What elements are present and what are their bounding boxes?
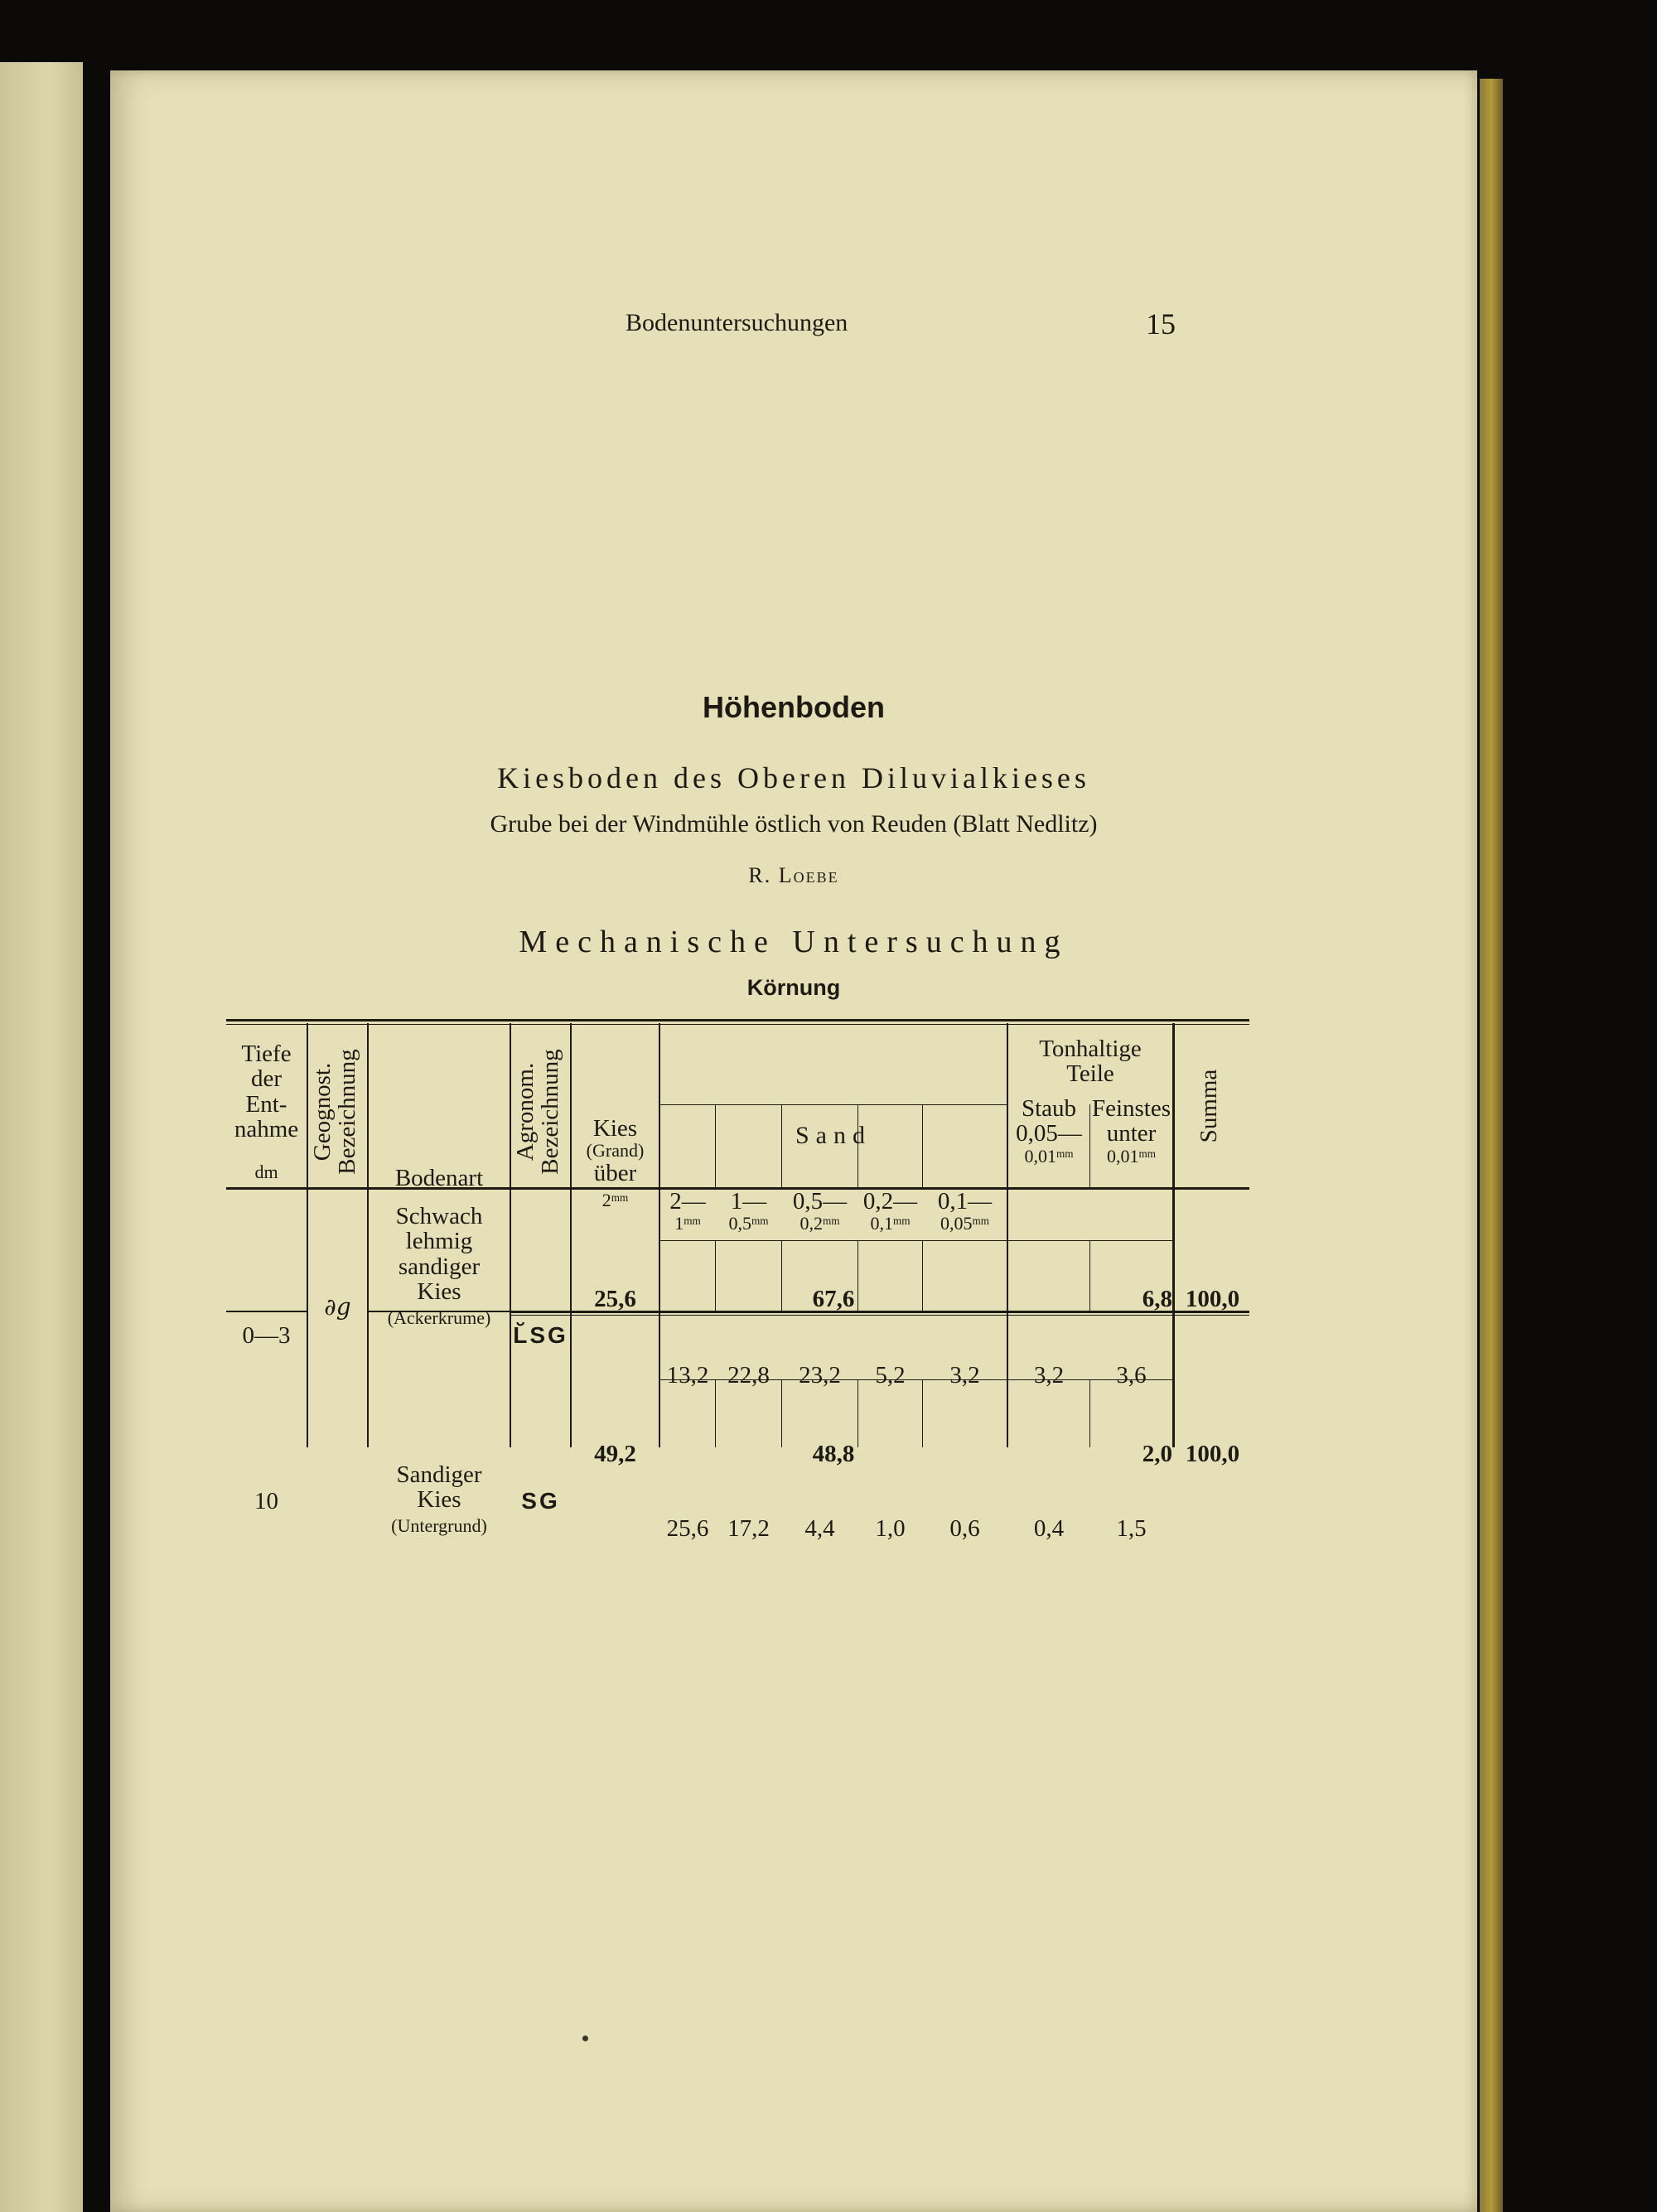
header-kies-line: über <box>593 1159 637 1186</box>
row2-bodenart-line: (Untergrund) <box>391 1514 487 1536</box>
location-line: Grube bei der Windmühle östlich von Reuden (Blatt Nedlitz) <box>490 810 1098 838</box>
sand-fraction-line: $1^{mm}$ <box>674 1213 701 1234</box>
ton-fraction-feinstes <box>1090 1096 1172 1166</box>
row2-bodenart-line: Sandiger <box>396 1461 482 1488</box>
sand-header-rule <box>659 1104 1007 1105</box>
header-ton-line: Teile <box>1066 1060 1114 1088</box>
sand-fraction-line: $0,1^{mm}$ <box>870 1213 911 1234</box>
unit-superscript: mm <box>1138 1147 1156 1160</box>
facing-page-edge <box>0 62 83 2212</box>
header-kies-line: Kies <box>592 1115 638 1142</box>
col-line-3 <box>510 1023 511 1447</box>
grain-size-table <box>110 70 1477 2212</box>
ton-fraction-line: $0,01^{mm}$ <box>1106 1145 1156 1166</box>
unit-superscript: mm <box>684 1215 701 1228</box>
r2-ton-subcol <box>1089 1379 1090 1447</box>
unit-superscript: mm <box>1056 1147 1074 1160</box>
ton-fraction-line: Staub <box>1021 1095 1077 1122</box>
row2-sand-1: 25,6 <box>666 1515 709 1542</box>
ton-fraction-staub <box>1008 1096 1089 1166</box>
sand-fraction-1 <box>660 1189 715 1234</box>
ton-fraction-line: $0,01^{mm}$ <box>1024 1145 1074 1166</box>
section-title: Mechanische Untersuchung <box>519 925 1069 959</box>
row1-ton-staub: 3,2 <box>1033 1362 1065 1389</box>
unit-superscript: mm <box>751 1215 769 1228</box>
header-tiefe-line: der <box>250 1065 283 1093</box>
row1-bodenart-line: Kies <box>417 1278 461 1306</box>
col-line-1 <box>307 1023 308 1447</box>
header-ton <box>1008 1036 1172 1087</box>
row2-ton-staub: 0,4 <box>1033 1515 1065 1542</box>
header-tiefe-line: Ent- <box>245 1090 287 1118</box>
row1-kies: 25,6 <box>594 1286 636 1312</box>
geognost-value: ∂g <box>324 1293 351 1321</box>
r2-sand-subcol-4 <box>922 1379 923 1447</box>
running-title: Bodenuntersuchungen <box>626 309 848 336</box>
row1-bodenart <box>369 1204 510 1327</box>
unit-superscript: mm <box>822 1215 840 1228</box>
header-kies-line: $2^{mm}$ <box>601 1189 629 1210</box>
header-sand: Sand <box>795 1122 872 1149</box>
row2-bodenart <box>369 1462 510 1535</box>
ton-fraction-line: 0,05— <box>1016 1120 1082 1147</box>
sand-fraction-line: 0,1— <box>937 1188 993 1215</box>
row1-bodenart-line: (Ackerkrume) <box>387 1306 491 1328</box>
header-agronom <box>513 1029 566 1195</box>
r2-sand-subcol-2 <box>781 1379 782 1447</box>
row1-ton-total: 6,8 <box>1142 1286 1172 1312</box>
sand-fraction-line: 0,2— <box>862 1188 918 1215</box>
unit-superscript: mm <box>892 1215 911 1228</box>
row2-agronom: SG <box>521 1488 560 1514</box>
row2-summa: 100,0 <box>1185 1441 1240 1467</box>
row2-ton-feinstes: 1,5 <box>1116 1515 1147 1542</box>
row1-bodenart-line: sandiger <box>398 1253 481 1280</box>
header-tiefe-line: nahme <box>234 1116 299 1143</box>
sand-fraction-4 <box>858 1189 922 1234</box>
ton-fraction-line: unter <box>1106 1120 1157 1147</box>
sand-fraction-line: $0,05^{mm}$ <box>940 1213 989 1234</box>
row1-summa: 100,0 <box>1185 1286 1240 1312</box>
table-caption: Körnung <box>746 975 841 1000</box>
header-tiefe <box>226 1041 307 1142</box>
sand-fraction-2 <box>716 1189 781 1234</box>
sand-fraction-line: 1— <box>730 1188 767 1215</box>
table-top-rule-thin <box>226 1024 1249 1025</box>
row2-sand-2: 17,2 <box>727 1515 770 1542</box>
unit-superscript: mm <box>972 1215 989 1228</box>
col-line-4 <box>570 1023 572 1447</box>
header-tiefe-unit: dm <box>254 1162 278 1182</box>
row2-bodenart-line: Kies <box>417 1486 461 1514</box>
book-cover-edge <box>1480 79 1503 2212</box>
table-top-rule <box>226 1019 1249 1021</box>
ton-fraction-line: Feinstes <box>1091 1095 1171 1122</box>
book-page <box>110 70 1477 2212</box>
sand-fraction-line: 0,5— <box>792 1188 848 1215</box>
sand-fraction-line: 2— <box>669 1188 706 1215</box>
row2-ton-total: 2,0 <box>1142 1441 1172 1467</box>
row2-sand-4: 1,0 <box>875 1515 906 1542</box>
subtitle: Kiesboden des Oberen Diluvialkieses <box>497 761 1090 794</box>
header-kies-line: (Grand) <box>586 1140 645 1162</box>
row2-tiefe: 10 <box>254 1488 278 1514</box>
row1-agronom: L̆SG <box>513 1322 568 1348</box>
page-title: Höhenboden <box>703 690 885 724</box>
col-line-7 <box>1172 1023 1175 1447</box>
row1-sand-2: 22,8 <box>727 1362 770 1389</box>
header-geognost-line: Geognost. <box>309 1062 336 1162</box>
header-geognost <box>310 1029 363 1195</box>
header-kies <box>572 1116 659 1210</box>
page-number: 15 <box>1146 307 1176 340</box>
sand-fraction-line: $0,5^{mm}$ <box>728 1213 769 1234</box>
row-divider-c-thin <box>510 1315 1249 1316</box>
header-tiefe-line: Tiefe <box>241 1041 292 1067</box>
row1-sand-rule <box>659 1240 1007 1241</box>
row2-sand-total: 48,8 <box>812 1441 855 1467</box>
row1-sand-1: 13,2 <box>666 1362 709 1389</box>
unit-superscript: mm <box>611 1191 629 1204</box>
ink-dot <box>582 2036 588 2041</box>
row1-sand-4: 5,2 <box>875 1362 906 1389</box>
row1-bodenart-line: Schwach <box>395 1203 483 1229</box>
row1-bodenart-line: lehmig <box>405 1228 473 1255</box>
row1-tiefe: 0—3 <box>242 1322 291 1349</box>
row1-sand-5: 3,2 <box>949 1362 980 1389</box>
header-geognost-line: Bezeichnung <box>334 1049 361 1175</box>
row1-ton-feinstes: 3,6 <box>1116 1362 1147 1389</box>
r2-sand-subcol-1 <box>715 1379 716 1447</box>
sand-fraction-3 <box>782 1189 857 1234</box>
header-agronom-line: Agronom. <box>512 1062 539 1162</box>
header-summa: Summa <box>1196 1069 1222 1143</box>
header-agronom-line: Bezeichnung <box>537 1049 564 1175</box>
author: R. Loebe <box>748 863 839 887</box>
header-ton-line: Tonhaltige <box>1039 1036 1142 1062</box>
row1-sand-total: 67,6 <box>812 1286 855 1312</box>
row2-sand-3: 4,4 <box>804 1515 835 1542</box>
row1-sand-3: 23,2 <box>799 1362 841 1389</box>
row-divider-a <box>226 1311 307 1312</box>
sand-fraction-line: $0,2^{mm}$ <box>800 1213 840 1234</box>
row2-sand-5: 0,6 <box>949 1515 980 1542</box>
sand-fraction-5 <box>923 1189 1007 1234</box>
row2-kies: 49,2 <box>594 1441 636 1467</box>
header-bodenart: Bodenart <box>394 1165 484 1191</box>
r2-sand-subcol-3 <box>857 1379 858 1447</box>
